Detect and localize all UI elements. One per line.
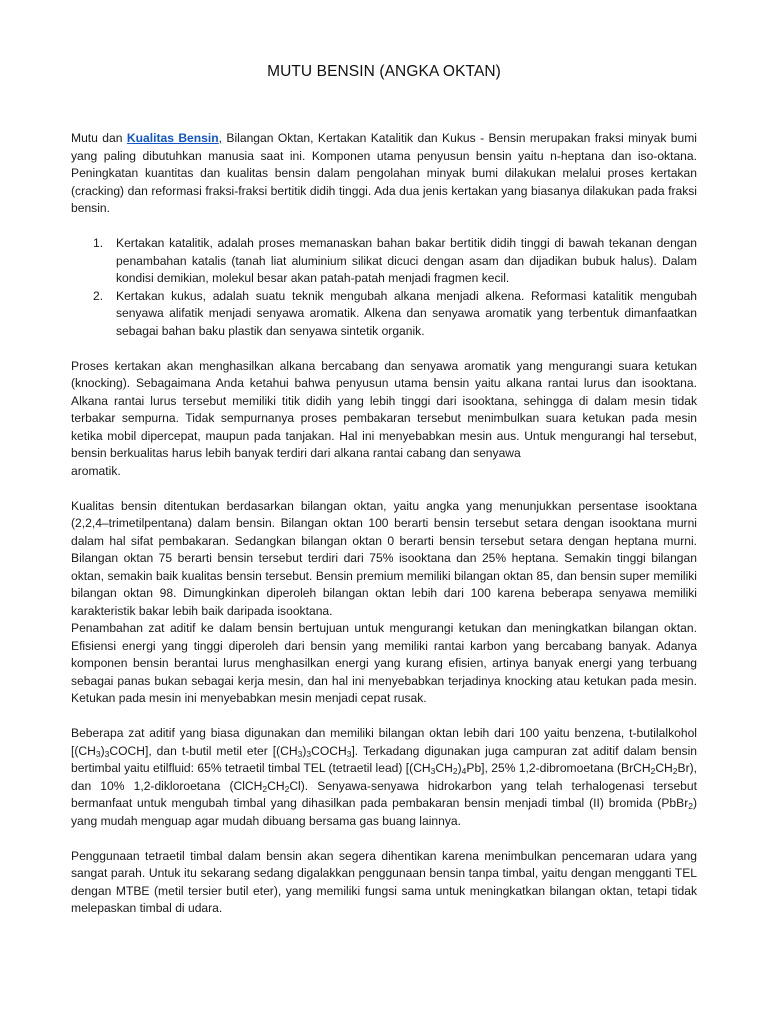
- text-run: COCH: [311, 743, 347, 758]
- text-run: ): [302, 743, 307, 758]
- subscript: 2: [284, 783, 290, 794]
- subscript: 2: [262, 783, 268, 794]
- additive-paragraph: Penambahan zat aditif ke dalam bensin bertujuan untuk mengurangi ketukan dan meningkatkan bilangan oktan. Efisiensi energi yang tinggi diperoleh dari bensin yang memiliki rantai karbon yang bercabang banyak. Adanya komponen bensin berantai lurus menghasilkan energi yang kurang efisien, artinya banyak energi yang terbuang sebagai panas bukan sebagai kerja mesin, dan hal ini menyebabkan terjadinya knocking atau ketukan pada mesin. Ketukan pada mesin ini menyebabkan mesin menjadi cepat rusak.: [71, 621, 697, 705]
- cracking-list: [71, 235, 697, 340]
- knocking-paragraph: [71, 358, 697, 481]
- additives-list-paragraph: [71, 725, 697, 830]
- list-item: [71, 235, 697, 288]
- subscript: 3: [95, 748, 101, 759]
- subscript: 3: [104, 748, 110, 759]
- kualitas-bensin-link[interactable]: Kualitas Bensin: [126, 131, 219, 145]
- subscript: 4: [461, 766, 467, 776]
- page-title: MUTU BENSIN (ANGKA OKTAN): [267, 63, 501, 80]
- text-run: ) yang mudah menguap agar mudah dibuang bersama gas buang lainnya.: [71, 796, 697, 828]
- knocking-text-tail: aromatik.: [71, 463, 121, 478]
- subscript: 2: [650, 766, 656, 776]
- document-body: [71, 130, 697, 918]
- text-run: CH: [655, 761, 673, 775]
- octane-paragraph: Kualitas bensin ditentukan berdasarkan bilangan oktan, yaitu angka yang menunjukkan persentase isooktana (2,2,4–trimetilpentana) dalam bensin. Bilangan oktan 100 berarti bensin tersebut setara dengan isooktana murni dalam hal sifat pembakaran. Sedangkan bilangan oktan 0 berarti bensin tersebut setara dengan heptana murni. Bilangan oktan 75 berarti bensin tersebut terdiri dari 75% isooktana dan 25% heptana. Semakin tinggi bilangan oktan, semakin baik kualitas bensin tersebut. Bensin premium memiliki bilangan oktan 85, dan bensin super memiliki bilangan oktan 98. Dimungkinkan diperoleh bilangan oktan lebih dari 100 karena beberapa senyawa memiliki karakteristik bakar lebih baik daripada isooktana.: [71, 498, 697, 618]
- text-run: COCH], dan t-butil metil eter [(CH: [109, 743, 298, 758]
- text-run: ): [100, 743, 105, 758]
- list-number: 2.: [93, 288, 104, 303]
- list-item-text: Kertakan kukus, adalah suatu teknik mengubah alkana menjadi alkena. Reformasi katalitik mengubah senyawa alifatik menjadi senyawa aromatik. Alkena dan senyawa aromatik yang terbentuk dimanfaatkan sebagai bahan baku plastik dan senyawa sintetik organik.: [116, 288, 697, 338]
- subscript: 3: [297, 748, 303, 759]
- subscript: 2: [672, 766, 678, 776]
- subscript: 2: [452, 766, 458, 776]
- text-run: CH: [267, 778, 285, 793]
- intro-text-rest: , Bilangan Oktan, Kertakan Katalitik dan Kukus - Bensin merupakan fraksi minyak bumi yang paling dibutuhkan manusia saat ini. Komponen utama penyusun bensin yaitu n-heptana dan iso-oktana. Peningkatan kuantitas dan kualitas bensin dalam pengolahan minyak bumi dilakukan melalui proses kertakan (cracking) dan reformasi fraksi-fraksi bertitik didih tinggi. Ada dua jenis kertakan yang biasanya dilakukan pada fraksi bensin.: [71, 131, 697, 215]
- list-item-text: Kertakan katalitik, adalah proses memanaskan bahan bakar bertitik didih tinggi di bawah tekanan dengan penambahan katalis (tanah liat aluminium silikat dicuci dengan asam dan dijadikan bubuk halus). Dalam kondisi demikian, molekul besar akan patah-patah menjadi fragmen kecil.: [116, 236, 697, 285]
- text-run: Br), dan 10% 1,2-dikloroetana (ClCH: [71, 761, 697, 793]
- text-run: Beberapa zat aditif yang biasa digunakan dan memiliki bilangan oktan lebih dari 100 yaitu benzena, t-butilalkohol [(CH: [71, 726, 697, 758]
- text-run: ]. Terkadang digunakan juga campuran zat aditif dalam bensin bertimbal yaitu etilfluid: 65% tetraetil timbal TEL (tetraetil lead) [(CH: [71, 743, 697, 775]
- subscript: 3: [306, 748, 312, 759]
- intro-text-start: Mutu dan: [71, 131, 127, 145]
- subscript: 3: [346, 748, 352, 759]
- subscript: 2: [688, 801, 693, 811]
- knocking-text: Proses kertakan akan menghasilkan alkana bercabang dan senyawa aromatik yang mengurangi suara ketukan (knocking). Sebagaimana Anda ketahui bahwa penyusun utama bensin yaitu alkana rantai lurus dan isooktana. Alkana rantai lurus tersebut memiliki titik didih yang lebih tinggi dari isooktana, sehingga di dalam mesin tidak terbakar sempurna. Tidak sempurnanya proses pembakaran tersebut menimbulkan suara ketukan pada mesin ketika mobil dipercepat, maupun pada tanjakan. Hal ini menyebabkan mesin aus. Untuk mengurangi hal tersebut, bensin berkualitas harus lebih banyak terdiri dari alkana rantai cabang dan senyawa: [71, 358, 697, 460]
- subscript: 3: [430, 766, 436, 776]
- text-run: Pb], 25% 1,2-dibromoetana (BrCH: [466, 761, 651, 775]
- text-run: CH: [435, 761, 453, 775]
- intro-paragraph: [71, 130, 697, 218]
- list-number: 1.: [93, 236, 104, 250]
- list-item: [71, 288, 697, 341]
- text-run: ): [457, 761, 462, 775]
- lead-free-paragraph: Penggunaan tetraetil timbal dalam bensin akan segera dihentikan karena menimbulkan pencemaran udara yang sangat parah. Untuk itu sekarang sedang digalakkan penggunaan bensin tanpa timbal, yaitu dengan mengganti TEL dengan MTBE (metil tersier butil eter), yang memiliki fungsi sama untuk meningkatkan bilangan oktan, tetapi tidak melepaskan timbal di udara.: [71, 848, 697, 915]
- text-run: Cl). Senyawa-senyawa hidrokarbon yang telah terhalogenasi tersebut bermanfaat untuk mengubah timbal yang dihasilkan pada pembakaran bensin menjadi timbal (II) bromida (PbBr: [71, 778, 697, 810]
